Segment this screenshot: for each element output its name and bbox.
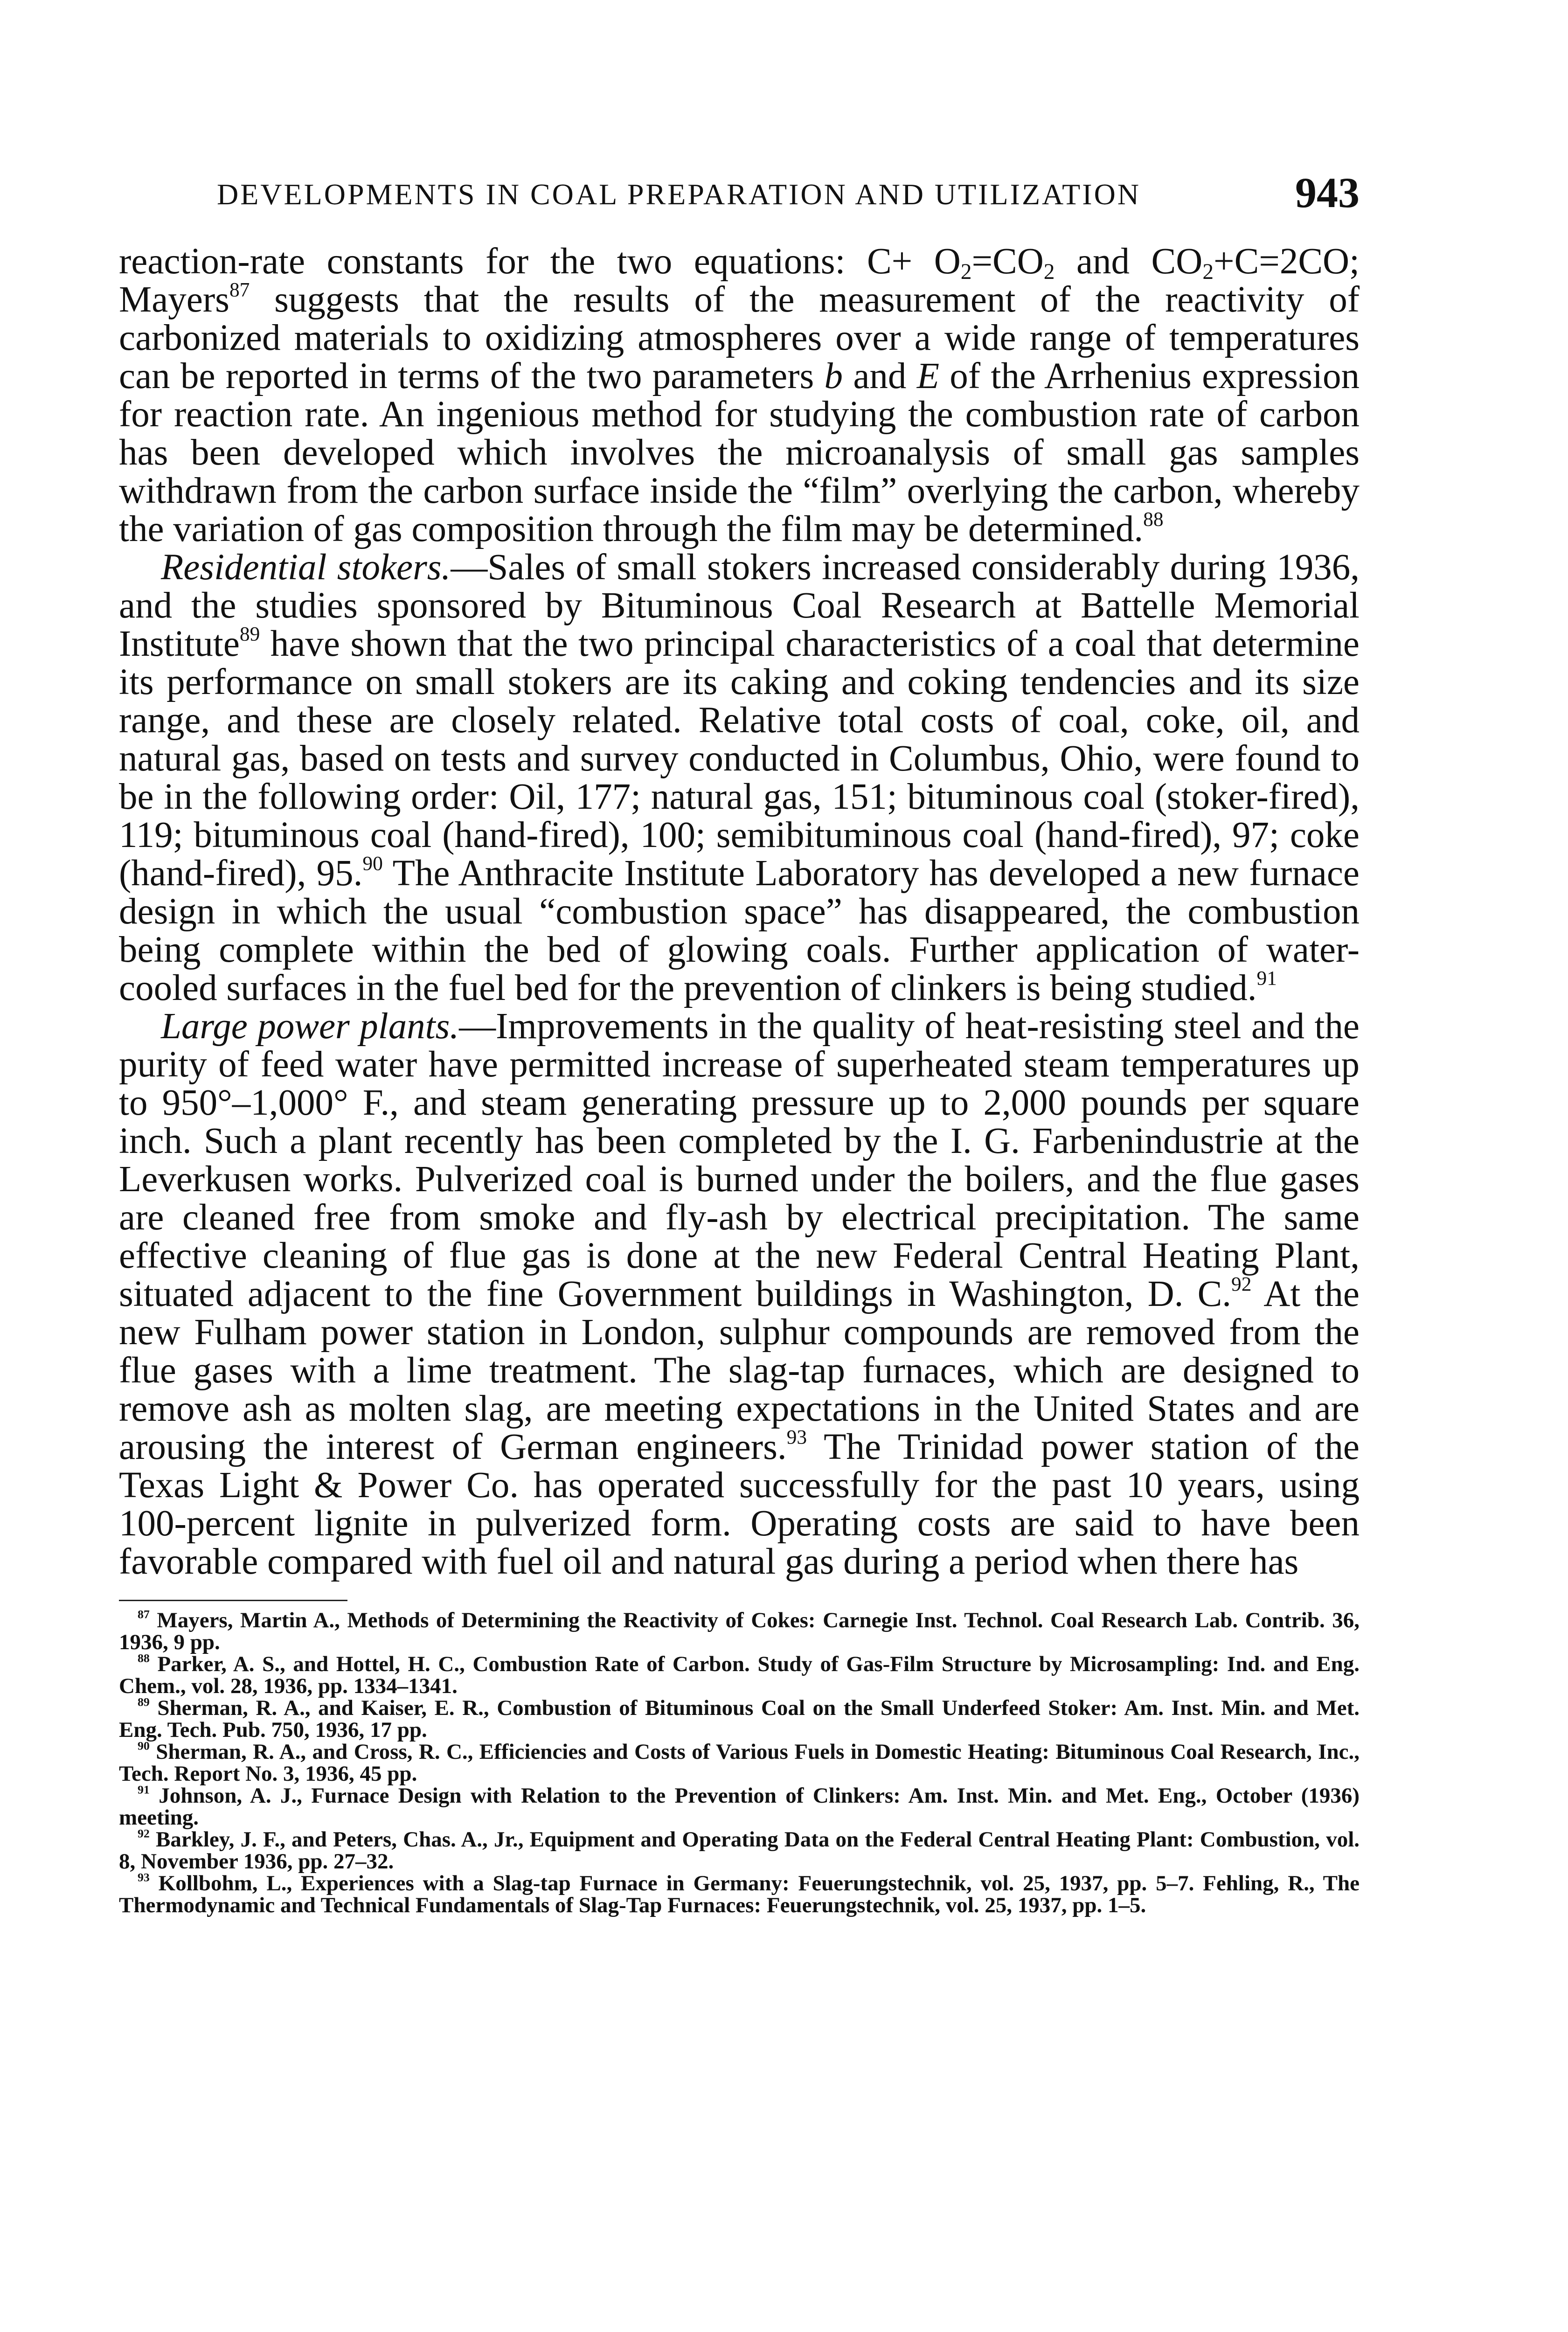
text-run: =CO [971,241,1044,282]
footnote-number: 91 [138,1783,150,1797]
text-run: —Sales of small stokers increased considerably during 1936, and the studies sponsored by Bituminous Coal Research at Battelle Memorial Institute [119,547,1360,664]
text-run: have shown that the two principal characteristics of a coal that determine its performance on small stokers are its caking and coking tendencies and its size range, and these are closely related. Relative total costs of coal, coke, oil, and natural gas, based on tests and survey conducted in Columbus, Ohio, were found to be in the following order: Oil, 177; natural gas, 151; bituminous coal (stoker-fired), 119; bituminous coal (hand-fired), 100; semibituminous coal (hand-fired), 97; coke (hand-fired), 95. [119,624,1360,894]
text-run: +C=2CO; Mayers [119,241,1360,320]
footnote-ref-88: 88 [1143,508,1164,531]
footnotes [119,1607,1360,1917]
footnote-divider [119,1600,347,1601]
text-run: The Trinidad power station of the Texas Light & Power Co. has operated successfully for the past 10 years, using 100-percent lignite in pulverized form. Operating costs are said to have been favorable compared with fuel oil and natural gas during a period when there has [119,1427,1360,1582]
variable-e: E [916,356,939,396]
paragraph-residential-stokers [119,548,1360,1007]
text-run: and CO [1055,241,1203,282]
document-page [119,168,1360,1916]
footnote-ref-91: 91 [1256,967,1277,990]
footnote-text: Sherman, R. A., and Kaiser, E. R., Combustion of Bituminous Coal on the Small Underfeed Stoker: Am. Inst. Min. and Met. Eng. Tech. Pub. 750, 1936, 17 pp. [119,1696,1360,1742]
page-header [119,168,1360,238]
subscript: 2 [1043,259,1055,284]
page-number: 943 [1295,169,1360,216]
subscript: 2 [960,259,972,284]
footnote-90 [119,1741,1360,1785]
footnote-number: 87 [138,1607,150,1621]
footnote-91 [119,1785,1360,1829]
footnote-ref-93: 93 [786,1426,807,1449]
text-run: reaction-rate constants for the two equations: C+ O [119,241,961,282]
footnote-number: 90 [138,1739,150,1753]
text-run: The Anthracite Institute Laboratory has developed a new furnace design in which the usual “combustion space” has disappeared, the combustion being complete within the bed of glowing coals. Further application of water-cooled surfaces in the fuel bed for the prevention of clinkers is being studied. [119,853,1360,1008]
footnote-text: Parker, A. S., and Hottel, H. C., Combustion Rate of Carbon. Study of Gas-Film Structure by Microsampling: Ind. and Eng. Chem., vol. 28, 1936, pp. 1334–1341. [119,1652,1360,1698]
footnote-number: 88 [138,1651,150,1665]
footnote-text: Mayers, Martin A., Methods of Determining the Reactivity of Cokes: Carnegie Inst. Technol. Coal Research Lab. Contrib. 36, 1936, 9 pp. [119,1608,1360,1654]
footnote-93 [119,1870,1360,1917]
text-run: At the new Fulham power station in London, sulphur compounds are removed from the flue gases with a lime treatment. The slag-tap furnaces, which are designed to remove ash as molten slag, are meeting expectations in the United States and are arousing the interest of German engineers. [119,1274,1360,1467]
paragraph-large-power-plants [119,1007,1360,1581]
text-run: —Improvements in the quality of heat-resisting steel and the purity of feed water have permitted increase of superheated steam temperatures up to 950°–1,000° F., and steam generating pressure up to 2,000 pounds per square inch. Such a plant recently has been completed by the I. G. Farbenindustrie at the Leverkusen works. Pulverized coal is burned under the boilers, and the flue gases are cleaned free from smoke and fly-ash by electrical precipitation. The same effective cleaning of flue gas is done at the new Federal Central Heating Plant, situated adjacent to the fine Government buildings in Washington, D. C. [119,1006,1360,1314]
footnote-text: Kollbohm, L., Experiences with a Slag-tap Furnace in Germany: Feuerungstechnik, vol. 25, 1937, pp. 5–7. Fehling, R., The Thermodynamic and Technical Fundamentals of Slag-Tap Furnaces: Feuerungstechnik, vol. 25, 1937, pp. 1–5. [119,1871,1360,1917]
footnote-number: 92 [138,1826,150,1840]
footnote-92 [119,1826,1360,1874]
footnote-87 [119,1607,1360,1654]
text-run: suggests that the results of the measurement of the reactivity of carbonized materials to oxidizing atmospheres over a wide range of temperatures can be reported in terms of the two parameters [119,279,1360,396]
body-text [119,243,1360,1581]
footnote-ref-90: 90 [362,852,383,875]
section-heading-large-power-plants: Large power plants. [161,1006,459,1047]
footnote-89 [119,1697,1360,1741]
footnote-text: Barkley, J. F., and Peters, Chas. A., Jr., Equipment and Operating Data on the Federal Central Heating Plant: Combustion, vol. 8, November 1936, pp. 27–32. [119,1827,1360,1874]
footnote-text: Johnson, A. J., Furnace Design with Relation to the Prevention of Clinkers: Am. Inst. Min. and Met. Eng., October (1936) meeting. [119,1784,1360,1830]
footnote-ref-92: 92 [1231,1273,1252,1296]
running-head: DEVELOPMENTS IN COAL PREPARATION AND UTILIZATION [217,178,1141,211]
footnote-number: 93 [138,1870,150,1884]
footnote-text: Sherman, R. A., and Cross, R. C., Efficiencies and Costs of Various Fuels in Domestic Heating: Bituminous Coal Research, Inc., Tech. Report No. 3, 1936, 45 pp. [119,1740,1360,1786]
text-run: and [843,356,917,396]
section-heading-residential-stokers: Residential stokers. [161,547,451,588]
footnote-ref-89: 89 [239,623,260,645]
subscript: 2 [1202,259,1214,284]
text-run: of the Arrhenius expression for reaction rate. An ingenious method for studying the combustion rate of carbon has been developed which involves the microanalysis of small gas samples withdrawn from the carbon surface inside the “film” overlying the carbon, whereby the variation of gas composition through the film may be determined. [119,356,1360,549]
footnote-ref-87: 87 [229,278,250,301]
footnote-number: 89 [138,1695,150,1709]
paragraph-reaction-rate [119,243,1360,548]
footnote-88 [119,1653,1360,1697]
variable-b: b [824,356,843,396]
